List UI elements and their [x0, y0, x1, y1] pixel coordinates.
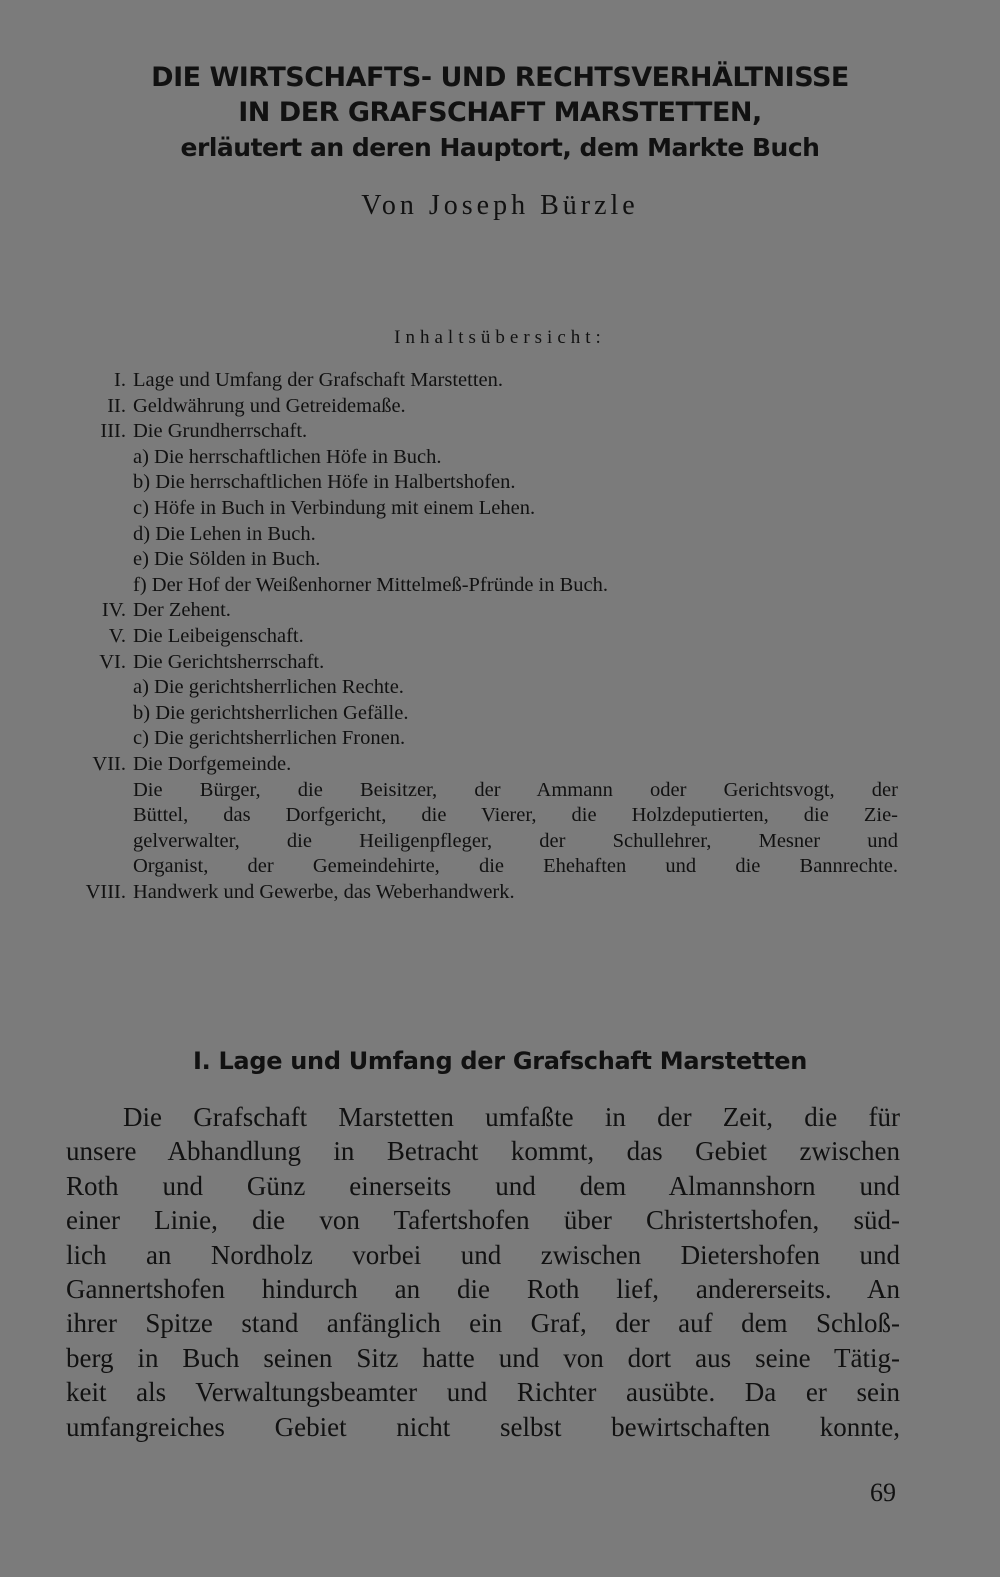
toc-item-text: Handwerk und Gewerbe, das Weberhandwerk.	[133, 880, 515, 903]
body-line: einer Linie, die von Tafertshofen über Christertshofen, süd-	[66, 1205, 900, 1236]
toc-item-text: c) Die gerichtsherrlichen Fronen.	[133, 727, 406, 750]
toc-item-text: Die Leibeigenschaft.	[133, 624, 304, 647]
toc-subitem	[0, 726, 1000, 752]
toc-item	[0, 880, 1000, 906]
toc-item-text: c) Höfe in Buch in Verbindung mit einem Lehen.	[133, 496, 536, 519]
toc-item	[0, 650, 1000, 676]
toc-item-number: II.	[107, 394, 126, 417]
toc-item-number: VI.	[99, 650, 126, 673]
body-line: umfangreiches Gebiet nicht selbst bewirtschaften konnte,	[66, 1411, 900, 1442]
toc-item-text: Geldwährung und Getreidemaße.	[133, 394, 406, 417]
toc-item-text: a) Die herrschaftlichen Höfe in Buch.	[133, 445, 442, 468]
toc-item	[0, 419, 1000, 445]
toc-item-description	[0, 778, 1000, 880]
toc-item-text: Lage und Umfang der Grafschaft Marstetten.	[133, 369, 503, 391]
toc-vii-description	[133, 778, 898, 880]
author-line: Von Joseph Bürzle	[361, 190, 639, 221]
section-body	[66, 1100, 900, 1444]
section-heading: I. Lage und Umfang der Grafschaft Marstetten	[192, 1047, 808, 1075]
toc-item-text: a) Die gerichtsherrlichen Rechte.	[133, 676, 404, 699]
toc-item-text: Der Zehent.	[133, 599, 231, 622]
article-title-line-1: DIE WIRTSCHAFTS- UND RECHTSVERHÄLTNISSE	[151, 62, 849, 93]
toc-description-line: Die Bürger, die Beisitzer, der Ammann oder Gerichtsvogt, der	[133, 778, 898, 801]
toc-item-text: b) Die gerichtsherrlichen Gefälle.	[133, 701, 409, 724]
toc-item	[0, 598, 1000, 624]
toc-item-text: Die Dorfgemeinde.	[133, 752, 292, 775]
toc-description-line: Büttel, das Dorfgericht, die Vierer, die Holzdeputierten, die Zie-	[133, 804, 898, 827]
toc-subitem	[0, 573, 1000, 599]
body-line: lich an Nordholz vorbei und zwischen Dietershofen und	[66, 1239, 900, 1270]
article-subtitle: erläutert an deren Hauptort, dem Markte Buch	[180, 133, 820, 162]
toc-item-number: I.	[114, 369, 126, 391]
toc-item-number: IV.	[101, 599, 126, 622]
body-line: Die Grafschaft Marstetten umfaßte in der Zeit, die für	[123, 1102, 900, 1132]
page-number: 69	[870, 1478, 896, 1507]
body-line: ihrer Spitze stand anfänglich ein Graf, der auf dem Schloß-	[66, 1308, 900, 1339]
toc-description-line: gelverwalter, die Heiligenpfleger, der Schullehrer, Mesner und	[133, 829, 898, 852]
body-line: Gannertshofen hindurch an die Roth lief, andererseits. An	[66, 1273, 900, 1304]
toc-item-text: d) Die Lehen in Buch.	[133, 522, 316, 545]
toc-item-text: f) Der Hof der Weißenhorner Mittelmeß-Pfründe in Buch.	[133, 573, 609, 596]
toc-subitem	[0, 701, 1000, 727]
toc-subitem	[0, 547, 1000, 573]
toc-item-number: VIII.	[85, 880, 126, 903]
toc-item	[0, 368, 1000, 394]
body-line: unsere Abhandlung in Betracht kommt, das Gebiet zwischen	[66, 1136, 900, 1167]
body-line: keit als Verwaltungsbeamter und Richter ausübte. Da er sein	[66, 1377, 900, 1408]
toc-description-line: Organist, der Gemeindehirte, die Ehehaften und die Bannrechte.	[133, 855, 898, 878]
body-line: Roth und Günz einerseits und dem Almannshorn und	[66, 1170, 900, 1201]
toc-item	[0, 752, 1000, 778]
toc-heading: Inhaltsübersicht:	[394, 327, 606, 348]
toc-item-text: Die Gerichtsherrschaft.	[133, 650, 325, 673]
toc-subitem	[0, 675, 1000, 701]
toc-item-text: Die Grundherrschaft.	[133, 420, 308, 443]
toc-subitem	[0, 470, 1000, 496]
toc-item	[0, 624, 1000, 650]
body-line: berg in Buch seinen Sitz hatte und von dort aus seine Tätig-	[66, 1342, 900, 1373]
article-title-line-2: IN DER GRAFSCHAFT MARSTETTEN,	[238, 97, 762, 128]
toc-item-number: VII.	[92, 752, 126, 775]
toc-subitem	[0, 496, 1000, 522]
toc-item-number: V.	[108, 624, 126, 647]
toc-subitem	[0, 522, 1000, 548]
table-of-contents	[0, 368, 1000, 905]
toc-item-text: e) Die Sölden in Buch.	[133, 548, 321, 571]
toc-item-number: III.	[100, 420, 126, 443]
toc-item	[0, 394, 1000, 420]
toc-subitem	[0, 445, 1000, 471]
toc-item-text: b) Die herrschaftlichen Höfe in Halbertshofen.	[133, 471, 516, 494]
